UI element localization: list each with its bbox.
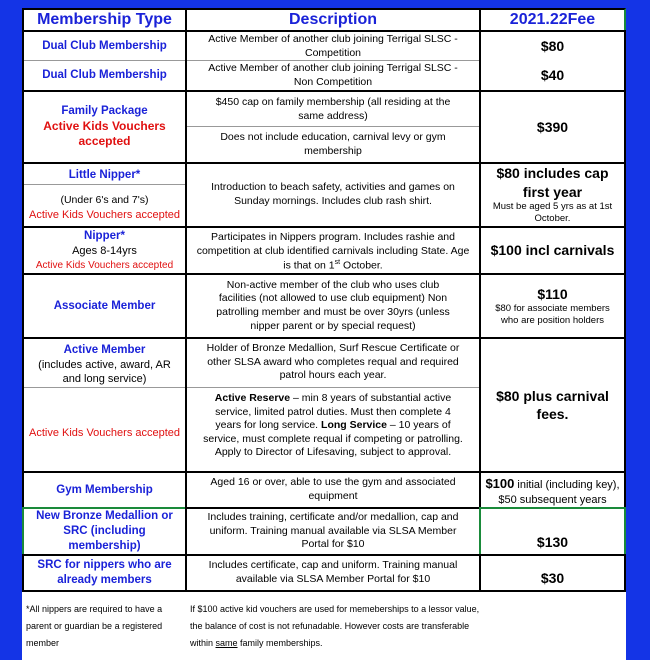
nipper-vouchers: Active Kids Vouchers accepted xyxy=(35,259,174,271)
little-nipper-type xyxy=(22,162,187,228)
nipper-desc-main: Participates in Nippers program. Includes rashie and competition at club identified carnivals including State. Age is that on 1 xyxy=(196,231,470,272)
associate-member-fee: $110 xyxy=(537,285,568,302)
vouchers-refund-emphasis: same xyxy=(215,638,238,649)
long-service-text: – 10 years of service, must complete requal if competing or patrolling. Apply to Director of Lifesaving, subject to approval. xyxy=(203,419,463,459)
dual-club-noncomp-fee: $40 xyxy=(540,67,565,84)
active-member-fee: $80 plus carnival fees. xyxy=(479,337,626,473)
associate-member-fee-note: $80 for associate members who are position holders xyxy=(495,302,610,327)
src-nippers-fee: $30 xyxy=(479,554,626,592)
membership-fee-sheet xyxy=(22,8,626,660)
gym-membership-fee-detail: initial (including key), $50 subsequent years xyxy=(498,479,620,506)
active-member-subtype: (includes active, award, AR and long service) xyxy=(38,358,171,386)
row-divider xyxy=(187,60,479,61)
row-divider xyxy=(24,184,185,185)
nippers-guardian-note: *All nippers are required to have a parent or guardian be a registered member xyxy=(26,604,163,649)
gym-membership-type: Gym Membership xyxy=(22,471,187,509)
dual-club-membership-block xyxy=(22,30,187,92)
active-reserve-label: Active Reserve xyxy=(214,391,291,404)
header-fee: 2021.22Fee xyxy=(479,8,626,32)
associate-member-fee-cell xyxy=(479,273,626,339)
little-nipper-label: Little Nipper* xyxy=(68,169,141,181)
gym-membership-fee-amount: $100 xyxy=(485,476,515,491)
src-nippers-type: SRC for nippers who are already members xyxy=(22,554,187,592)
little-nipper-description: Introduction to beach safety, activities and games on Sunday mornings. Includes club rash shirt. xyxy=(185,162,481,228)
dual-club-description-block xyxy=(185,30,481,92)
family-vouchers-note: Active Kids Vouchers accepted xyxy=(43,118,166,149)
dual-club-noncomp-desc: Active Member of another club joining Terrigal SLSC - Non Competition xyxy=(208,61,458,88)
nipper-fee: $100 incl carnivals xyxy=(479,226,626,275)
family-package-type xyxy=(22,90,187,164)
active-member-vouchers: Active Kids Vouchers accepted xyxy=(28,426,181,439)
nipper-desc-end: October. xyxy=(340,259,383,272)
gym-membership-description: Aged 16 or over, able to use the gym and associated equipment xyxy=(185,471,481,509)
little-nipper-fee: $80 includes cap first year xyxy=(496,165,609,200)
header-membership-type: Membership Type xyxy=(22,8,187,32)
nipper-ages: Ages 8-14yrs xyxy=(72,245,137,258)
dual-club-noncomp-type: Dual Club Membership xyxy=(42,69,167,82)
row-divider xyxy=(24,387,185,388)
associate-member-description: Non-active member of the club who uses club facilities (not allowed to use club equipment) Non patrolling member and must be over 30yrs (unless nipper parent or by special request) xyxy=(185,273,481,339)
associate-member-type: Associate Member xyxy=(22,273,187,339)
active-reserve-text: – min 8 years of substantial active service, limited patrol duties. Must then complete 4 years for long service. xyxy=(215,391,452,432)
src-nippers-description: Includes certificate, cap and uniform. Training manual available via SLSA Member Portal for $10 xyxy=(185,554,481,592)
dual-club-fee-block xyxy=(479,30,626,92)
active-member-desc-standard: Holder of Bronze Medallion, Surf Rescue Certificate or other SLSA award who completes requal and required patrol hours each year. xyxy=(206,342,460,382)
row-divider xyxy=(187,126,479,127)
active-member-desc-reserve xyxy=(187,383,479,460)
little-nipper-ages: (Under 6's and 7's) xyxy=(60,194,149,207)
active-member-description xyxy=(185,337,481,473)
nipper-description xyxy=(185,226,481,275)
bronze-medallion-type: New Bronze Medallion or SRC (including membership) xyxy=(22,507,187,556)
active-member-type xyxy=(22,337,187,473)
nipper-type xyxy=(22,226,187,275)
dual-club-comp-fee: $80 xyxy=(540,38,565,55)
gym-membership-fee-cell xyxy=(479,471,626,509)
row-divider xyxy=(24,60,185,61)
little-nipper-vouchers: Active Kids Vouchers accepted xyxy=(28,208,181,221)
nipper-label: Nipper* xyxy=(84,230,125,243)
family-desc-exclusions: Does not include education, carnival levy or gym membership xyxy=(220,130,446,157)
vouchers-refund-end: family memberships. xyxy=(237,638,323,649)
bronze-medallion-fee: $130 xyxy=(479,507,626,556)
vouchers-refund-text: If $100 active kid vouchers are used for memeberships to a lessor value, the balance of cost is not refunadable. However costs are transferable within xyxy=(190,604,480,649)
family-package-label: Family Package xyxy=(61,104,148,117)
vouchers-refund-note xyxy=(190,601,480,652)
little-nipper-fee-cell xyxy=(479,162,626,228)
active-member-label: Active Member xyxy=(63,344,146,356)
family-package-description xyxy=(185,90,481,164)
header-description: Description xyxy=(185,8,481,32)
little-nipper-fee-note: Must be aged 5 yrs as at 1st October. xyxy=(492,200,613,225)
row-divider xyxy=(187,387,479,388)
little-nipper-age-block xyxy=(29,194,180,222)
family-desc-cap: $450 cap on family membership (all residing at the same address) xyxy=(215,95,451,122)
family-package-fee: $390 xyxy=(479,90,626,164)
bronze-medallion-description: Includes training, certificate and/or medallion, cap and uniform. Training manual available via SLSA Member Portal for $10 xyxy=(185,507,481,556)
long-service-label: Long Service xyxy=(321,419,387,432)
dual-club-comp-desc: Active Member of another club joining Terrigal SLSC - Competition xyxy=(208,32,458,59)
nipper-desc-sup: st xyxy=(334,259,341,267)
dual-club-comp-type: Dual Club Membership xyxy=(42,40,167,53)
